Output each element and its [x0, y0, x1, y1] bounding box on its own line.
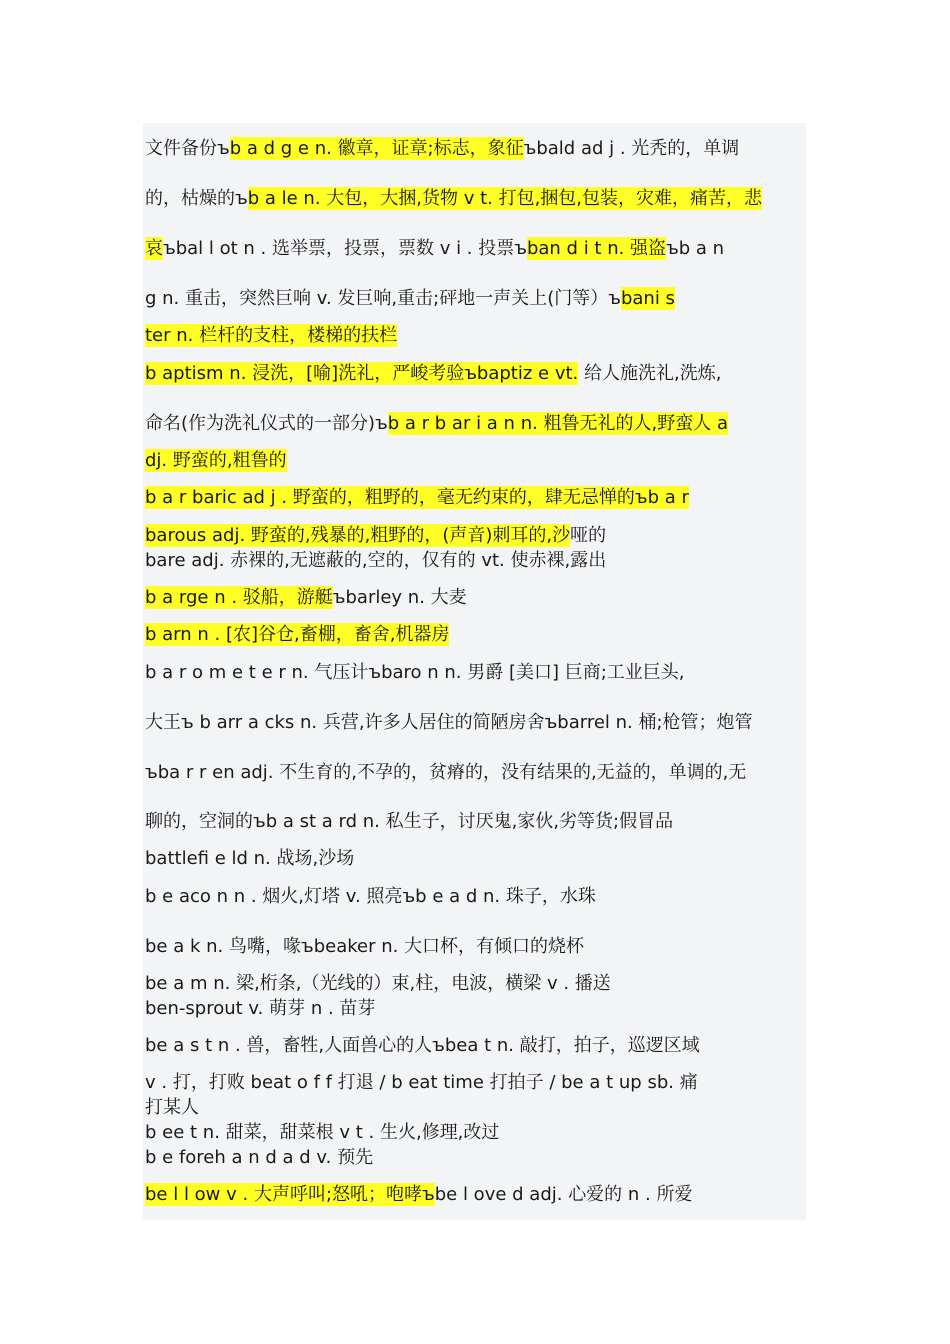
- text-segment: 文件备份ъ: [145, 138, 230, 159]
- text-line: [145, 846, 354, 872]
- text-segment: 命名(作为洗礼仪式的一部分)ъ: [145, 413, 388, 434]
- text-line: [145, 996, 375, 1022]
- highlighted-segment: b a r b ar i a n n. 粗鲁无礼的人,野蛮人 a: [387, 413, 729, 434]
- highlighted-segment: b arn n . [农]谷仓,畜棚，畜舍,机器房: [145, 624, 450, 645]
- highlighted-segment: b a r: [647, 487, 689, 508]
- text-line: [145, 548, 606, 574]
- text-line: [145, 760, 746, 786]
- text-segment: b e aco n n . 烟火,灯塔 v. 照亮ъb e a d n. 珠子，水珠: [145, 886, 596, 907]
- text-line: [145, 710, 753, 736]
- text-line: [145, 485, 689, 511]
- text-line: [145, 286, 675, 312]
- highlighted-segment: baptiz e vt.: [476, 363, 579, 384]
- text-segment: 聊的，空洞的ъb a st a rd n. 私生子，讨厌鬼,家伙,劣等货;假冒品: [145, 811, 674, 832]
- text-line: [145, 660, 685, 686]
- highlighted-segment: b a r baric ad j . 野蛮的，粗野的，毫无约束的，肆无忌惮的ъ: [145, 487, 648, 508]
- text-segment: be a m n. 梁,桁条,（光线的）束,柱，电波，横梁 v . 播送: [145, 973, 611, 994]
- text-segment: be a k n. 鸟嘴，喙ъbeaker n. 大口杯，有倾口的烧杯: [145, 936, 585, 957]
- text-segment: b ee t n. 甜菜，甜菜根 v t . 生火,修理,改过: [145, 1122, 500, 1143]
- text-segment: 打某人: [145, 1097, 199, 1118]
- text-line: [145, 523, 606, 549]
- text-segment: 大王ъ b arr a cks n. 兵营,许多人居住的简陋房舍ъbarrel n. 桶;枪管；炮管: [145, 712, 753, 733]
- text-segment: 的，枯燥的ъ: [145, 188, 248, 209]
- text-line: [145, 1182, 692, 1208]
- highlighted-segment: barous adj. 野蛮的,残暴的,粗野的，(声音)刺耳的,沙: [145, 525, 571, 546]
- text-segment: 哑的: [570, 525, 607, 546]
- highlighted-segment: be l l ow v . 大声呼叫;怒吼；咆哮ъ: [145, 1184, 435, 1205]
- text-segment: ben-sprout v. 萌芽 n . 苗芽: [145, 998, 376, 1019]
- text-segment: be a s t n . 兽，畜牲,人面兽心的人ъbea t n. 敲打，拍子，巡逻区域: [145, 1035, 700, 1056]
- highlighted-segment: ban d i t n. 强盗: [526, 238, 667, 259]
- text-line: [145, 1095, 199, 1121]
- highlighted-segment: 哀: [145, 238, 163, 259]
- text-line: [145, 361, 721, 387]
- highlighted-segment: bani s: [620, 288, 675, 309]
- text-line: [145, 136, 739, 162]
- text-line: [145, 323, 397, 349]
- text-segment: ъba r r en adj. 不生育的,不孕的，贫瘠的，没有结果的,无益的，单调的,无: [145, 762, 747, 783]
- text-line: [145, 934, 584, 960]
- text-line: [145, 809, 673, 835]
- highlighted-segment: b a d g e n. 徽章，证章;标志，象征: [229, 138, 524, 159]
- text-line: [145, 1145, 373, 1171]
- text-line: [145, 1070, 698, 1096]
- highlighted-segment: ter n. 栏杆的支柱，楼梯的扶栏: [145, 325, 398, 346]
- text-line: [145, 884, 596, 910]
- highlighted-segment: b aptism n. 浸洗，[喻]洗礼，严峻考验ъ: [145, 363, 477, 384]
- text-line: [145, 236, 724, 262]
- text-segment: ъbal l ot n . 选举票，投票，票数 v i . 投票ъ: [163, 238, 527, 259]
- text-line: [145, 1033, 700, 1059]
- highlighted-segment: b a le n. 大包，大捆,货物 v t. 打包,捆包,包装，灾难，痛苦，悲: [247, 188, 763, 209]
- text-line: [145, 585, 467, 611]
- text-line: [145, 448, 287, 474]
- highlighted-segment: b a rge n . 驳船，游艇: [145, 587, 333, 608]
- text-line: [145, 622, 449, 648]
- text-segment: v . 打，打败 beat o f f 打退 / b eat time 打拍子 / be a t up sb. 痛: [145, 1072, 698, 1093]
- text-segment: battlefi e ld n. 战场,沙场: [145, 848, 355, 869]
- text-segment: bare adj. 赤裸的,无遮蔽的,空的，仅有的 vt. 使赤裸,露出: [145, 550, 607, 571]
- text-segment: ъbarley n. 大麦: [332, 587, 467, 608]
- text-segment: be l ove d adj. 心爱的 n . 所爱: [434, 1184, 693, 1205]
- text-segment: ъb a n: [666, 238, 725, 259]
- text-line: [145, 1120, 499, 1146]
- text-segment: g n. 重击，突然巨响 v. 发巨响,重击;砰地一声关上(门等）ъ: [145, 288, 621, 309]
- text-line: [145, 186, 762, 212]
- text-line: [145, 971, 611, 997]
- text-line: [145, 411, 728, 437]
- text-segment: b a r o m e t e r n. 气压计ъbaro n n. 男爵 [美口] 巨商;工业巨头,: [145, 662, 685, 683]
- text-segment: ъbald ad j . 光秃的，单调: [523, 138, 740, 159]
- highlighted-segment: dj. 野蛮的,粗鲁的: [145, 450, 287, 471]
- text-segment: 给人施洗礼,洗炼,: [578, 363, 722, 384]
- text-segment: b e foreh a n d a d v. 预先: [145, 1147, 374, 1168]
